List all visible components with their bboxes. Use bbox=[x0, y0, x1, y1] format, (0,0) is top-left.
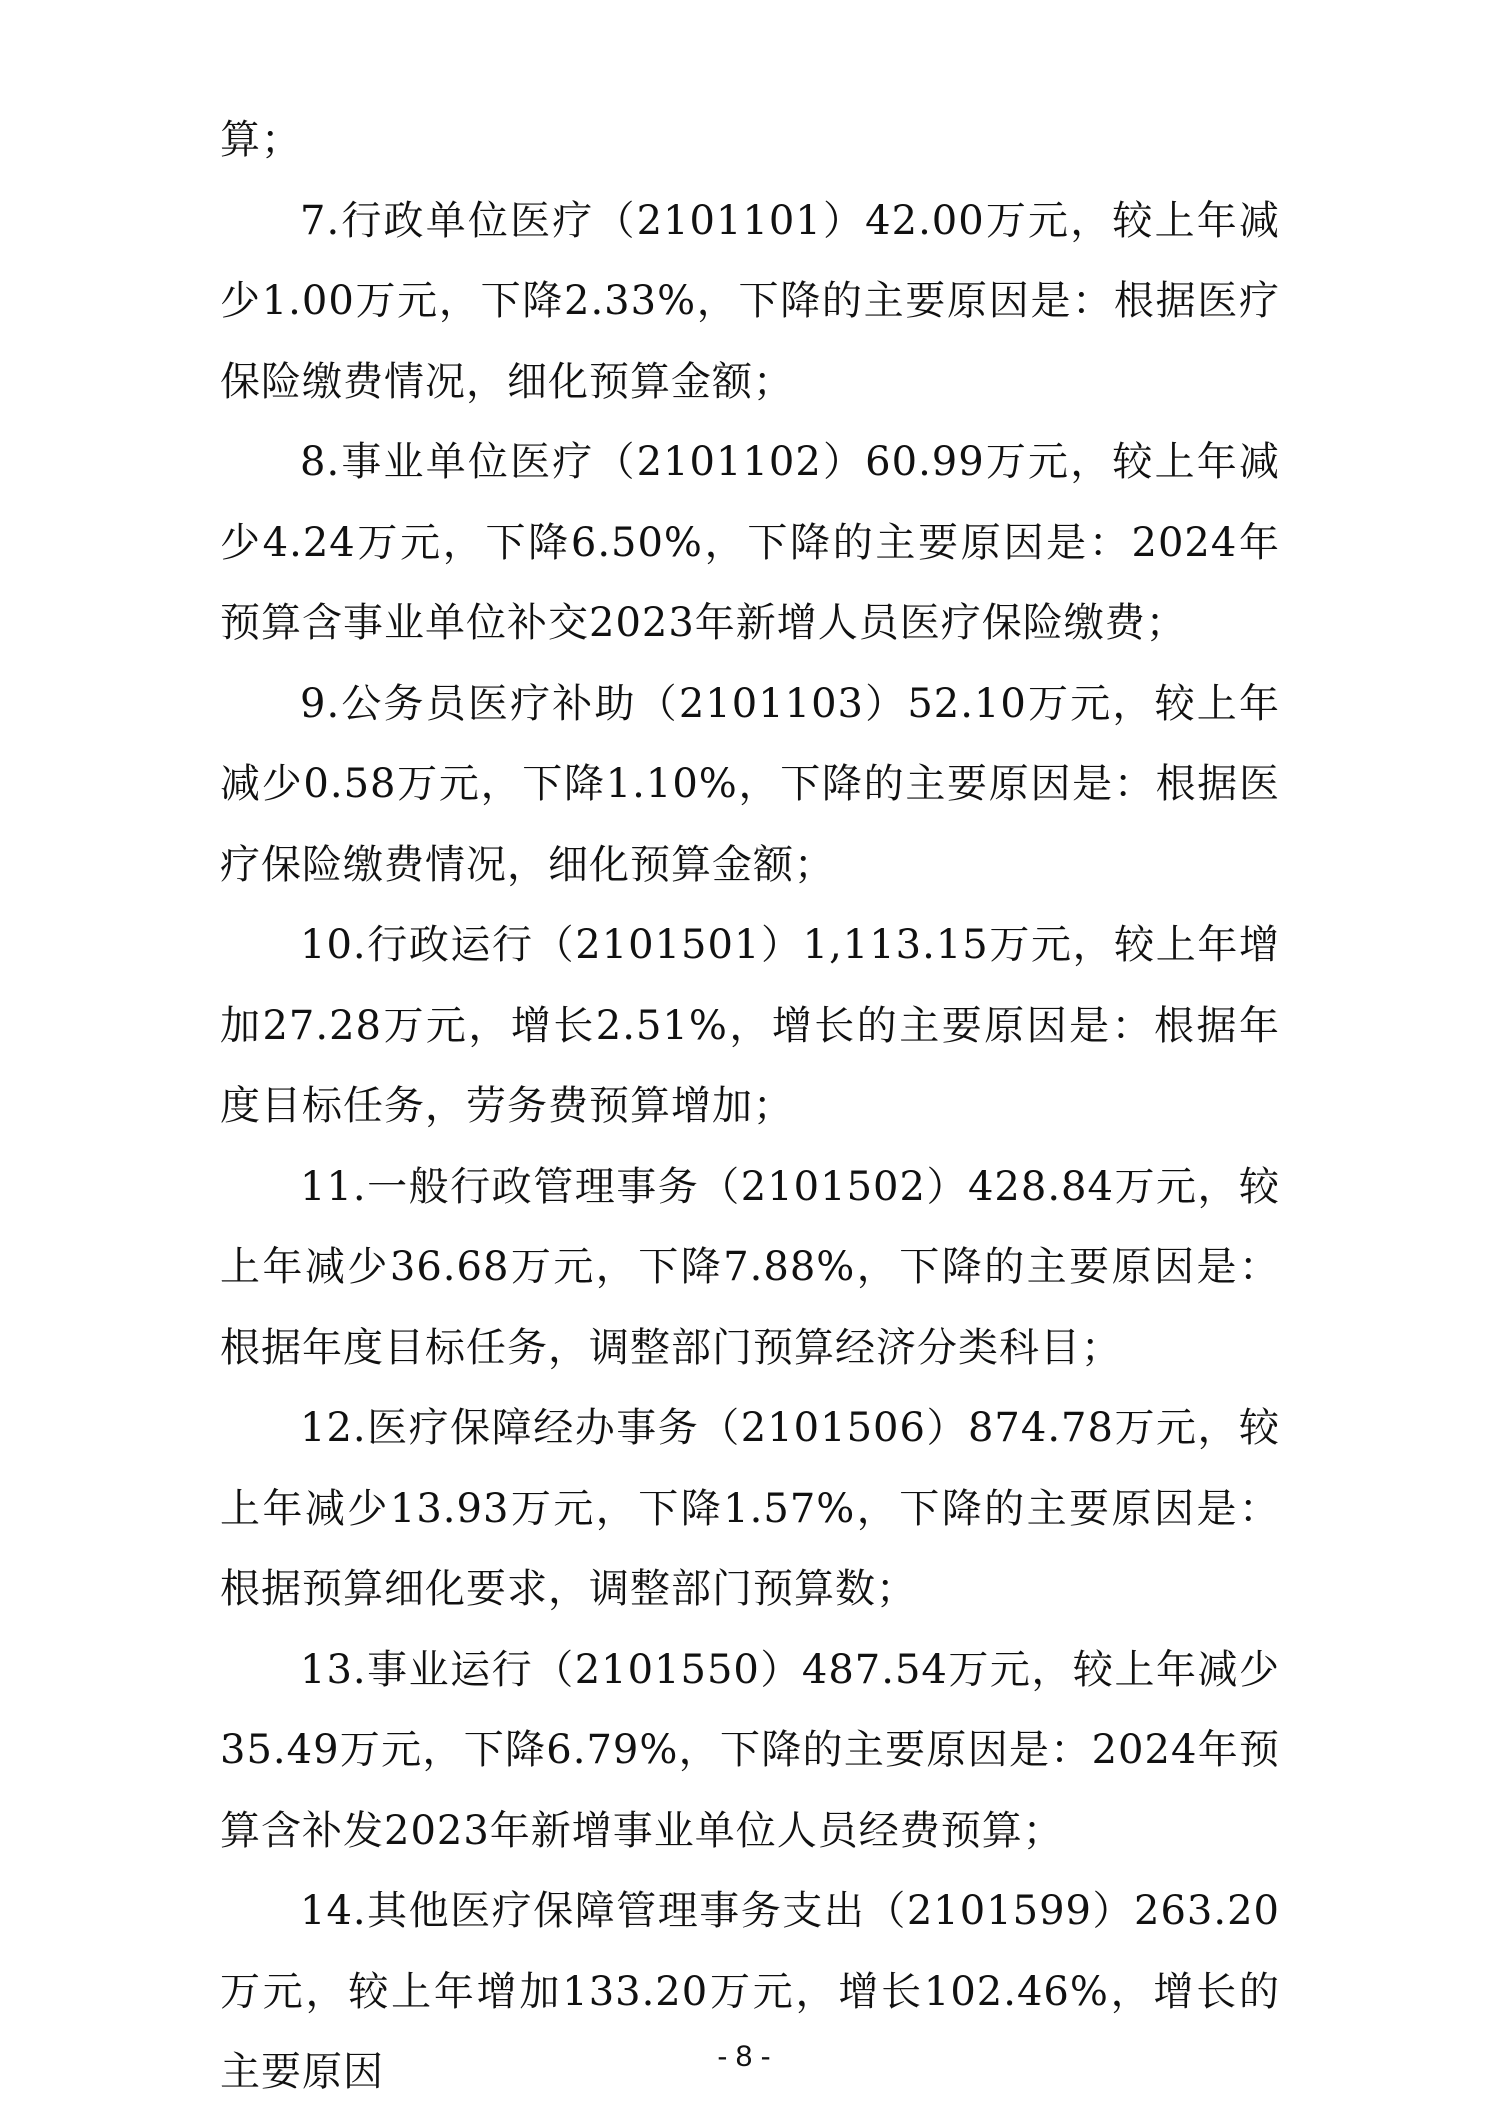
paragraph-continuation: 算； bbox=[220, 117, 302, 163]
paragraph-item-10: 10.行政运行（2101501）1,113.15万元，较上年增加27.28万元，增长2.51%，增长的主要原因是：根据年度目标任务，劳务费预算增加； bbox=[220, 922, 1280, 1129]
paragraph-item-14: 14.其他医疗保障管理事务支出（2101599）263.20万元，较上年增加133.20万元，增长102.46%，增长的主要原因 bbox=[220, 1888, 1280, 2095]
paragraph-item-11: 11.一般行政管理事务（2101502）428.84万元，较上年减少36.68万元，下降7.88%，下降的主要原因是：根据年度目标任务，调整部门预算经济分类科目； bbox=[220, 1163, 1280, 1371]
document-body bbox=[220, 100, 1280, 2113]
paragraph-item-8: 8.事业单位医疗（2101102）60.99万元，较上年减少4.24万元，下降6.50%，下降的主要原因是：2024年预算含事业单位补交2023年新增人员医疗保险缴费； bbox=[220, 439, 1280, 646]
paragraph-item-7: 7.行政单位医疗（2101101）42.00万元，较上年减少1.00万元，下降2.33%，下降的主要原因是：根据医疗保险缴费情况，细化预算金额； bbox=[220, 197, 1280, 405]
paragraph-item-12: 12.医疗保障经办事务（2101506）874.78万元，较上年减少13.93万元，下降1.57%，下降的主要原因是：根据预算细化要求，调整部门预算数； bbox=[220, 1405, 1280, 1612]
page-number: - 8 - bbox=[717, 2040, 771, 2073]
paragraph-item-9: 9.公务员医疗补助（2101103）52.10万元，较上年减少0.58万元，下降1.10%，下降的主要原因是：根据医疗保险缴费情况，细化预算金额； bbox=[220, 680, 1280, 888]
paragraph-item-13: 13.事业运行（2101550）487.54万元，较上年减少35.49万元，下降6.79%，下降的主要原因是：2024年预算含补发2023年新增事业单位人员经费预算； bbox=[220, 1646, 1280, 1854]
